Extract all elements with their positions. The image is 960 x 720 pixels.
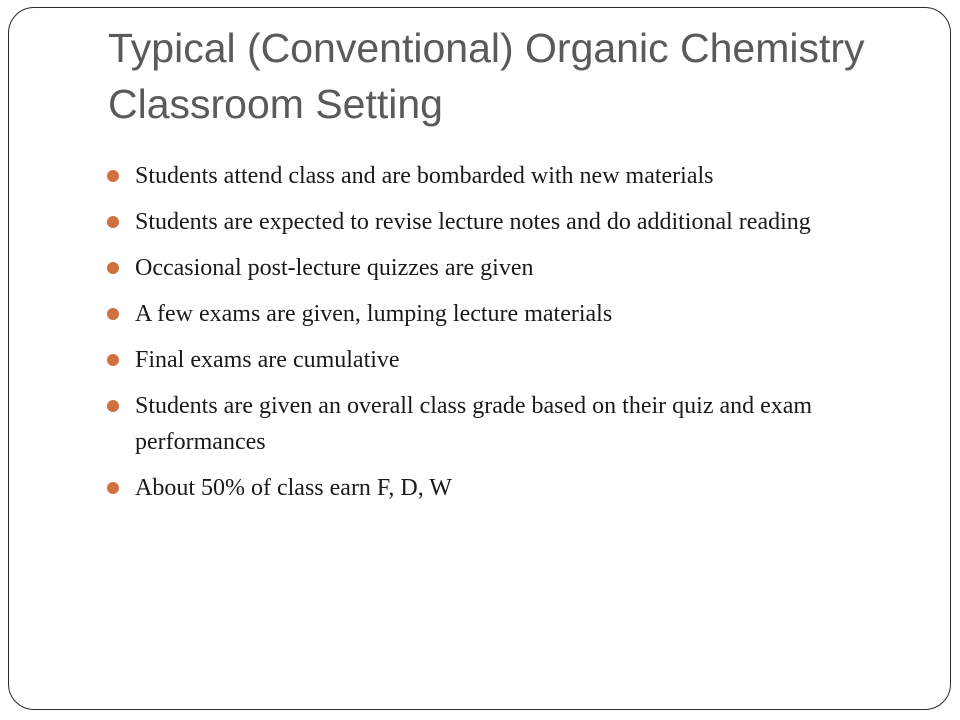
bullet-text: Occasional post-lecture quizzes are given <box>135 255 534 281</box>
bullet-dot-icon <box>107 262 119 274</box>
bullet-text: A few exams are given, lumping lecture materials <box>135 301 613 327</box>
bullet-dot-icon <box>107 354 119 366</box>
bullet-text: Students are expected to revise lecture notes and do additional reading <box>135 209 811 235</box>
bullet-dot-icon <box>107 400 119 412</box>
bullet-dot-icon <box>107 216 119 228</box>
bullet-text: About 50% of class earn F, D, W <box>135 475 452 501</box>
list-item <box>107 204 897 240</box>
bullet-text: Students are given an overall class grade based on their quiz and exam performances <box>135 393 813 455</box>
bullet-dot-icon <box>107 170 119 182</box>
list-item <box>107 388 897 460</box>
bullet-list <box>107 158 897 516</box>
bullet-text: Final exams are cumulative <box>135 347 400 373</box>
bullet-dot-icon <box>107 482 119 494</box>
slide-title: Typical (Conventional) Organic Chemistry Classroom Setting <box>108 25 865 127</box>
bullet-text: Students attend class and are bombarded with new materials <box>135 163 714 189</box>
list-item <box>107 470 897 506</box>
list-item <box>107 296 897 332</box>
bullet-dot-icon <box>107 308 119 320</box>
list-item <box>107 250 897 286</box>
list-item <box>107 158 897 194</box>
list-item <box>107 342 897 378</box>
